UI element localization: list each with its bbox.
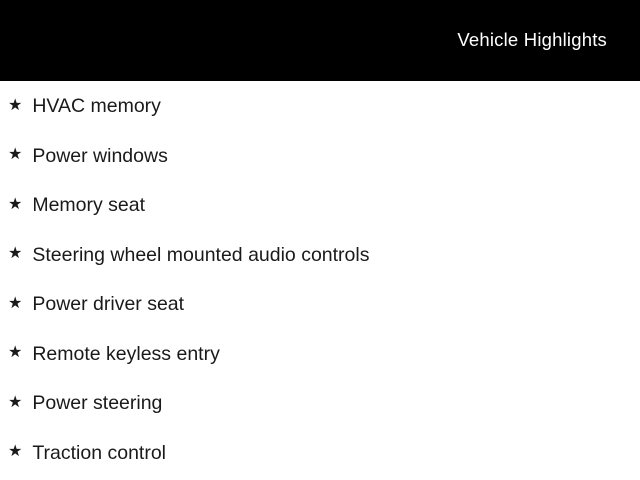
star-icon: ★ bbox=[8, 245, 23, 263]
list-item bbox=[8, 132, 640, 182]
star-icon: ★ bbox=[8, 443, 23, 461]
list-item bbox=[8, 181, 640, 231]
star-icon: ★ bbox=[8, 344, 23, 362]
highlights-list bbox=[0, 82, 640, 478]
list-item-label: Memory seat bbox=[32, 194, 146, 216]
list-item-label: Steering wheel mounted audio controls bbox=[32, 243, 370, 266]
star-icon: ★ bbox=[8, 393, 23, 411]
list-item bbox=[8, 379, 640, 429]
star-icon: ★ bbox=[8, 195, 23, 213]
page-title: Vehicle Highlights bbox=[457, 29, 607, 51]
header-bar bbox=[0, 0, 640, 81]
list-item-label: Remote keyless entry bbox=[32, 342, 220, 365]
star-icon: ★ bbox=[8, 96, 23, 114]
list-item-label: Traction control bbox=[32, 441, 167, 464]
star-icon: ★ bbox=[8, 294, 23, 312]
list-item bbox=[8, 280, 640, 330]
list-item-label: Power steering bbox=[32, 392, 163, 414]
list-item bbox=[8, 82, 640, 132]
list-item bbox=[8, 330, 640, 380]
star-icon: ★ bbox=[8, 146, 23, 164]
highlights-content bbox=[0, 81, 640, 480]
list-item-label: Power driver seat bbox=[32, 293, 185, 315]
list-item bbox=[8, 231, 640, 281]
list-item-label: Power windows bbox=[32, 144, 168, 167]
list-item-label: HVAC memory bbox=[32, 95, 161, 117]
list-item bbox=[8, 429, 640, 479]
